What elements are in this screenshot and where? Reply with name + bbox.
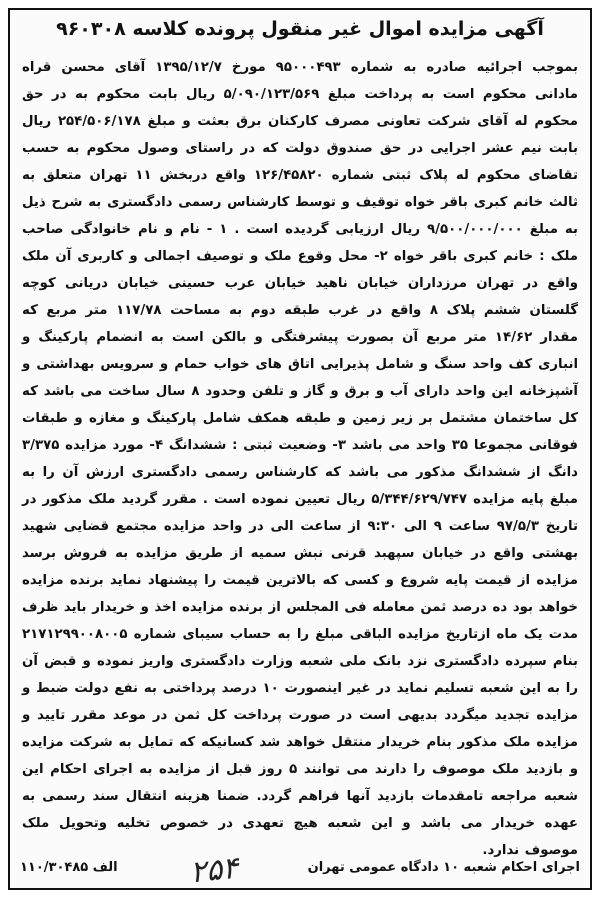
issuing-office: اجرای احکام شعبه ۱۰ دادگاه عمومی تهران xyxy=(307,860,580,875)
notice-title: آگهی مزایده اموال غیر منقول پرونده کلاسه ۹۶۰۳۰۸ xyxy=(56,18,544,40)
notice-page xyxy=(8,8,592,890)
handwritten-mark: ۲۵۴ xyxy=(188,850,241,891)
notice-body: بموجب اجرائیه صادره به شماره ۹۵۰۰۰۴۹۳ مورخ ۱۳۹۵/۱۲/۷ آقای محسن قراه مادانی محکوم است به پرداخت مبلغ ۵/۰۹۰/۱۲۳/۵۶۹ ریال بابت محکوم به در حق محکوم له آقای شرکت تعاونی مصرف کارکنان برق بعثت و مبلغ ۲۵۴/۵۰۶/۱۷۸ ریال بابت نیم عشر اجرایی در حق صندوق دولت که در راستای وصول محکوم به حسب تقاضای محکوم له پلاک ثبتی شماره ۱۲۶/۴۵۸۲۰ واقع دربخش ۱۱ تهران متعلق به ثالث خانم کبری باقر خواه توقیف و توسط کارشناس رسمی دادگستری به شرح ذیل به مبلغ ۹/۵۰۰/۰۰۰/۰۰۰ ریال ارزیابی گردیده است . ۱ - نام و نام خانوادگی صاحب ملک : خانم کبری باقر خواه ۲- محل وقوع ملک و توصیف اجمالی و کاربری آن ملک واقع در تهران مرزداران خیابان ناهید خیابان عرب حسینی خیابان دریانی کوچه گلستان ششم پلاک ۸ واقع در غرب طبقه دوم به مساحت ۱۱۷/۷۸ متر مربع که مقدار ۱۴/۶۲ متر مربع آن بصورت پیشرفتگی و بالکن است به انضمام پارکینگ و انباری کف واحد سنگ و شامل پذیرایی اتاق های خواب حمام و سرویس بهداشتی و آشپزخانه این واحد دارای آب و برق و گاز و تلفن وحدود ۸ سال ساخت می باشد که کل ساختمان مشتمل بر زیر زمین و طبقه همکف شامل پارکینگ و مغازه و طبقات فوقانی مجموعا ۳۵ واحد می باشد ۳- وضعیت ثبتی : ششدانگ ۴- مورد مزایده ۳/۳۷۵ دانگ از ششدانگ مذکور می باشد که کارشناس رسمی دادگستری ارزش آن را به مبلغ پایه مزایده ۵/۳۴۴/۶۲۹/۷۴۷ ریال تعیین نموده است . مقرر گردید ملک مذکور در تاریخ ۹۷/۵/۳ ساعت ۹ الی ۹:۳۰ از ساعت الی در واحد مزایده مجتمع قضایی شهید بهشتی واقع در خیابان سپهبد قرنی نبش سمیه از طریق مزایده به فروش برسد مزایده از قیمت پایه شروع و کسی که بالاترین قیمت را پیشنهاد نماید برنده مزایده خواهد بود ده درصد ثمن معامله فی المجلس از برنده مزایده اخذ و خریدار باید ظرف مدت یک ماه ازتاریخ مزایده الباقی مبلغ را به حساب سیبای شماره ۲۱۷۱۲۹۹۰۰۸۰۰۵ بنام سپرده دادگستری نزد بانک ملی شعبه وزارت دادگستری واریز نموده و قبض آن را به این شعبه تسلیم نماید در غیر اینصورت ۱۰ درصد پرداختی به نفع دولت ضبط و مزایده تجدید میگردد بدیهی است در صورت پرداخت کل ثمن در موعد مقرر تایید و مزایده ملک مذکور بنام خریدار منتقل خواهد شد کسانیکه که تمایل به شرکت مزایده و بازدید ملک موصوف را دارند می توانند ۵ روز قبل از مزایده به اجرای احکام این شعبه مراجعه تامقدمات بازدید آنها فراهم گردد. ضمنا هزینه انتقال سند رسمی به عهده خریدار می باشد و این شعبه هیچ تعهدی در خصوص تخلیه وتحویل ملک موصوف ندارد. xyxy=(22,60,579,858)
notice-footer xyxy=(20,858,580,882)
notice-code: ۱۱۰/۳۰۴۸۵ الف xyxy=(20,860,118,875)
